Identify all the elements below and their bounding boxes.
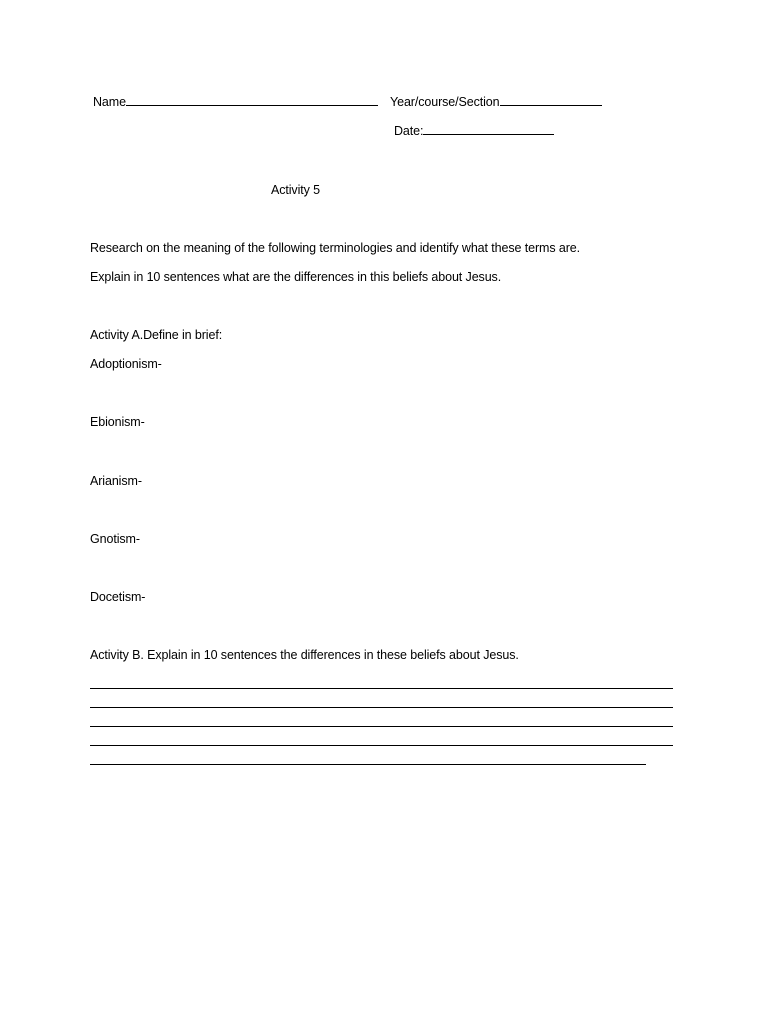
year-course-section-field: [390, 94, 602, 110]
date-blank[interactable]: [423, 123, 554, 135]
answer-line[interactable]: [90, 726, 673, 727]
term-docetism: Docetism-: [90, 590, 146, 604]
answer-line[interactable]: [90, 707, 673, 708]
instruction-line-2: Explain in 10 sentences what are the differences in this beliefs about Jesus.: [90, 270, 502, 284]
term-gnotism: Gnotism-: [90, 532, 140, 546]
activity-a-heading: Activity A.Define in brief:: [90, 328, 223, 342]
name-field: [93, 94, 378, 110]
year-course-section-label: Year/course/Section: [390, 95, 500, 109]
term-ebionism: Ebionism-: [90, 415, 145, 429]
answer-line[interactable]: [90, 764, 646, 765]
answer-line[interactable]: [90, 688, 673, 689]
name-label: Name: [93, 95, 126, 109]
name-blank[interactable]: [126, 94, 378, 106]
activity-title: Activity 5: [271, 183, 321, 197]
term-arianism: Arianism-: [90, 474, 142, 488]
term-adoptionism: Adoptionism-: [90, 357, 162, 371]
year-course-section-blank[interactable]: [500, 94, 602, 106]
activity-b-heading: Activity B. Explain in 10 sentences the differences in these beliefs about Jesus.: [90, 648, 519, 662]
date-label: Date:: [394, 124, 424, 138]
answer-line[interactable]: [90, 745, 673, 746]
instruction-line-1: Research on the meaning of the following terminologies and identify what these terms are.: [90, 241, 580, 255]
date-field: [394, 123, 554, 139]
